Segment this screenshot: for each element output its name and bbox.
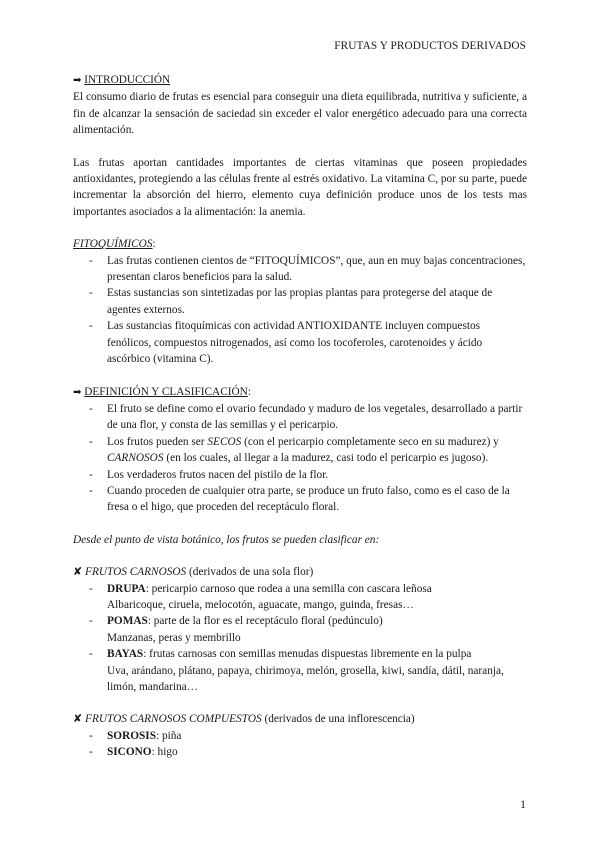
carnosos-title: FRUTOS CARNOSOS [85, 566, 187, 579]
intro-title: INTRODUCCIÓN [84, 74, 171, 86]
fruit-type-term: BAYAS [107, 648, 144, 661]
fito-item-text: Las frutas contienen cientos de “FITOQUÍMICOS”, que, aun en muy bajas concentraciones, presentan claros beneficios para la salud. [107, 254, 526, 284]
list-item [89, 467, 527, 483]
fito-title: FITOQUÍMICOS [73, 238, 153, 251]
def-list [73, 401, 527, 516]
list-item [89, 646, 527, 695]
fruit-type-term: DRUPA [107, 582, 146, 595]
list-item [89, 483, 527, 516]
compuestos-note: (derivados de una inflorescencia) [261, 713, 415, 726]
list-item [89, 401, 527, 434]
fruit-type-desc: : parte de la flor es el receptáculo floral (pedúnculo) [147, 615, 383, 628]
fito-heading [73, 236, 527, 252]
fruit-type-examples: Manzanas, peras y membrillo [107, 631, 241, 644]
intro-paragraph-1: El consumo diario de frutas es esencial para conseguir una dieta equilibrada, nutritiva y suficiente, a fin de alcanzar la sensación de saciedad sin exceder el valor energético adecuado para una correcta alimentación. [73, 91, 527, 137]
dash-icon: - [89, 615, 93, 628]
list-item [89, 253, 527, 286]
fruit-type-desc: : frutas carnosas con semillas menudas dispuestas libremente en la pulpa [143, 648, 472, 661]
carnosos-heading [73, 564, 527, 580]
fruit-type-term: SOROSIS [107, 729, 156, 742]
dash-icon: - [89, 435, 93, 448]
dash-icon: - [89, 254, 93, 267]
list-item [89, 285, 527, 318]
list-item [89, 434, 527, 467]
list-item [89, 581, 527, 614]
dash-icon: - [89, 402, 93, 415]
list-item [89, 318, 527, 367]
fruit-type-desc: : piña [155, 729, 182, 742]
running-header: FRUTAS Y PRODUCTOS DERIVADOS [334, 40, 526, 52]
compuestos-list [73, 728, 527, 761]
compuestos-heading [73, 711, 527, 727]
compuestos-title: FRUTOS CARNOSOS COMPUESTOS [85, 713, 262, 726]
fito-colon: : [152, 238, 156, 251]
dash-icon: - [89, 582, 93, 595]
intro-heading [73, 72, 527, 89]
secos-term: SECOS [207, 435, 242, 448]
carnosos-list [73, 581, 527, 696]
arrow-right-icon: ➡ [73, 386, 82, 398]
dash-icon: - [89, 746, 93, 759]
list-item [89, 728, 527, 744]
def-heading [73, 384, 527, 401]
dash-icon: - [89, 648, 93, 661]
dash-icon: - [89, 729, 93, 742]
def-title: DEFINICIÓN Y CLASIFICACIÓN [84, 385, 248, 398]
fruit-type-term: POMAS [107, 615, 148, 628]
fruit-type-desc: : higo [151, 746, 178, 759]
def-item2-c: (en los cuales, al llegar a la madurez, casi todo el pericarpio es jugoso). [163, 452, 489, 465]
fruit-type-examples: Albaricoque, ciruela, melocotón, aguacate, mango, guinda, fresas… [107, 598, 414, 611]
dash-icon: - [89, 320, 93, 333]
fito-item-text: Las sustancias fitoquímicas con actividad ANTIOXIDANTE incluyen compuestos fenólicos, compuestos nitrogenados, así como los tocoferoles, carotenoides y ácido ascórbico (vitamina C). [107, 320, 483, 366]
page-number: 1 [520, 797, 526, 811]
cross-icon: ✘ [73, 565, 83, 579]
classification-intro: Desde el punto de vista botánico, los frutos se pueden clasificar en: [73, 533, 380, 546]
dash-icon: - [89, 468, 93, 481]
dash-icon: - [89, 484, 93, 497]
carnosos-term: CARNOSOS [107, 452, 164, 465]
fito-list [73, 253, 527, 368]
fruit-type-term: SICONO [107, 746, 152, 759]
page-body [73, 72, 527, 761]
list-item [89, 744, 527, 760]
fito-item-text: Estas sustancias son sintetizadas por las propias plantas para protegerse del ataque de agentes externos. [107, 287, 493, 316]
dash-icon: - [89, 287, 93, 300]
def-item2-a: Los frutos pueden ser [107, 435, 208, 448]
def-item-text: El fruto se define como el ovario fecundado y maduro de los vegetales, desarrollado a partir de una flor, y consta de las semillas y el pericarpio. [107, 402, 523, 432]
list-item [89, 613, 527, 646]
carnosos-note: (derivados de una sola flor) [186, 566, 314, 579]
arrow-right-icon: ➡ [73, 75, 82, 86]
def-item-text: Los verdaderos frutos nacen del pistilo de la flor. [107, 468, 329, 481]
def-item2-b: (con el pericarpio completamente seco en su madurez) y [241, 435, 499, 448]
fruit-type-examples: Uva, arándano, plátano, papaya, chirimoya, melón, grosella, kiwi, sandía, dátil, naranja, limón, mandarina… [107, 664, 504, 693]
def-colon: : [247, 385, 251, 398]
fruit-type-desc: : pericarpio carnoso que rodea a una semilla con cascara leñosa [145, 582, 432, 595]
cross-icon: ✘ [73, 712, 83, 726]
intro-paragraph-2: Las frutas aportan cantidades importantes de ciertas vitaminas que poseen propiedades antioxidantes, protegiendo a las células frente al estrés oxidativo. La vitamina C, por su parte, puede incrementar la absorción del hierro, elemento cuya definición produce unos de los tests mas importantes asociados a la alimentación: la anemia. [73, 156, 527, 218]
def-item-text: Cuando proceden de cualquier otra parte, se produce un fruto falso, como es el caso de la fresa o el higo, que proceden del receptáculo floral. [107, 484, 510, 514]
